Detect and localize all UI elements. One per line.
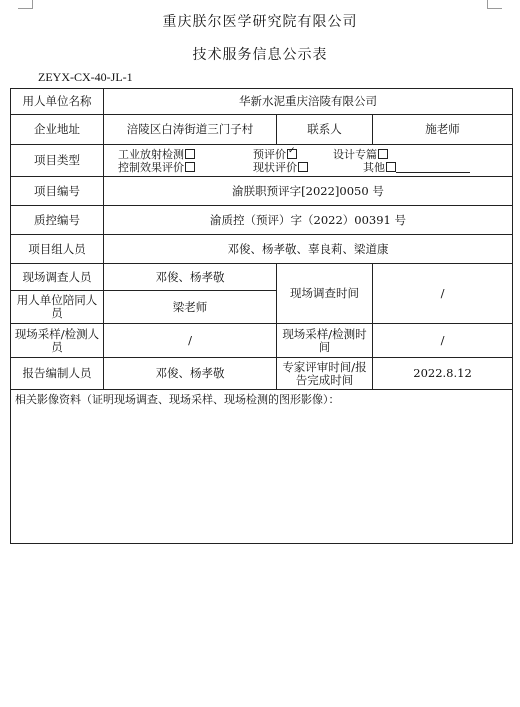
sampling-time-label: 现场采样/检测时间 — [277, 324, 373, 358]
option-pre-evaluation[interactable] — [253, 148, 333, 161]
option-design[interactable] — [333, 148, 388, 161]
contact-label: 联系人 — [277, 115, 373, 145]
project-type-options — [104, 145, 513, 177]
page-corner-mark-left — [18, 0, 33, 9]
sampling-staff-value: / — [104, 324, 277, 358]
accompany-value: 梁老师 — [104, 291, 277, 324]
project-number-value: 渝朕职预评字[2022]0050 号 — [104, 177, 513, 206]
sampling-staff-label: 现场采样/检测人员 — [11, 324, 104, 358]
page-corner-mark-right — [487, 0, 502, 9]
employer-value: 华新水泥重庆涪陵有限公司 — [104, 89, 513, 115]
survey-time-label: 现场调查时间 — [277, 264, 373, 324]
contact-value: 施老师 — [373, 115, 513, 145]
row-project-number — [11, 177, 513, 206]
qc-number-label: 质控编号 — [11, 206, 104, 235]
checkbox-design[interactable] — [378, 149, 388, 159]
survey-staff-value: 邓俊、杨孝敬 — [104, 264, 277, 291]
row-employer — [11, 89, 513, 115]
employer-label: 用人单位名称 — [11, 89, 104, 115]
form-title: 技术服务信息公示表 — [192, 47, 328, 63]
option-control-effect[interactable] — [118, 161, 253, 174]
row-report — [11, 358, 513, 390]
option-status-label: 现状评价 — [253, 160, 297, 174]
address-label: 企业地址 — [11, 115, 104, 145]
row-survey-staff — [11, 264, 513, 291]
option-other-label: 其他 — [363, 160, 385, 174]
review-time-label: 专家评审时间/报告完成时间 — [277, 358, 373, 390]
sampling-time-value: / — [373, 324, 513, 358]
option-other[interactable] — [363, 161, 470, 174]
team-value: 邓俊、杨孝敬、辜良莉、梁道康 — [104, 235, 513, 264]
project-type-label: 项目类型 — [11, 145, 104, 177]
row-photos — [11, 390, 513, 544]
accompany-label: 用人单位陪同人员 — [11, 291, 104, 324]
row-team — [11, 235, 513, 264]
survey-time-value: / — [373, 264, 513, 324]
report-staff-value: 邓俊、杨孝敬 — [104, 358, 277, 390]
info-table — [10, 88, 513, 544]
qc-number-value: 渝质控（预评）字（2022）00391 号 — [104, 206, 513, 235]
option-industrial-label: 工业放射检测 — [118, 147, 184, 161]
survey-staff-label: 现场调查人员 — [11, 264, 104, 291]
checkbox-control[interactable] — [185, 162, 195, 172]
option-control-label: 控制效果评价 — [118, 160, 184, 174]
checkbox-industrial[interactable] — [185, 149, 195, 159]
option-industrial-radiation[interactable] — [118, 148, 253, 161]
option-pre-eval-label: 预评价 — [253, 147, 286, 161]
organization-title: 重庆朕尔医学研究院有限公司 — [162, 14, 358, 30]
option-design-label: 设计专篇 — [333, 147, 377, 161]
report-staff-label: 报告编制人员 — [11, 358, 104, 390]
row-sampling — [11, 324, 513, 358]
document-code: ZEYX-CX-40-JL-1 — [38, 70, 133, 84]
photos-label: 相关影像资料（证明现场调查、现场采样、现场检测的图形影像）： — [11, 390, 513, 544]
row-project-type — [11, 145, 513, 177]
row-address — [11, 115, 513, 145]
row-qc-number — [11, 206, 513, 235]
team-label: 项目组人员 — [11, 235, 104, 264]
checkbox-status[interactable] — [298, 162, 308, 172]
checkbox-pre-eval[interactable] — [287, 149, 297, 159]
option-status-evaluation[interactable] — [253, 161, 333, 174]
project-number-label: 项目编号 — [11, 177, 104, 206]
other-blank-line — [396, 161, 470, 173]
address-value: 涪陵区白涛街道三门子村 — [104, 115, 277, 145]
review-time-value: 2022.8.12 — [373, 358, 513, 390]
checkbox-other[interactable] — [386, 162, 396, 172]
